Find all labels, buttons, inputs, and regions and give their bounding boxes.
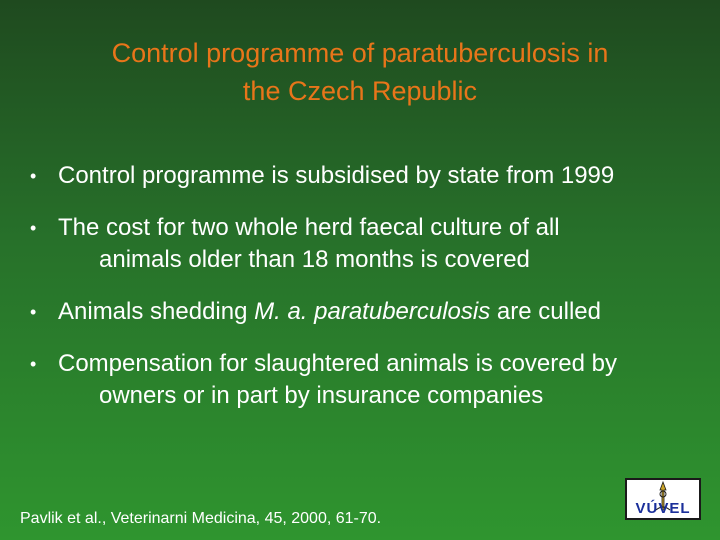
- slide-title-line-1: Control programme of paratuberculosis in: [111, 38, 609, 68]
- bullet-item-3: [30, 296, 715, 328]
- institute-logo: [625, 478, 701, 520]
- bullet-text-4-continuation: owners or in part by insurance companies: [99, 382, 544, 409]
- citation: Pavlik et al., Veterinarni Medicina, 45, 2000, 61-70.: [20, 510, 382, 527]
- slide-title: [0, 34, 720, 110]
- bullet-text-3-italic: M. a. paratuberculosis: [254, 298, 491, 325]
- bullet-text-3-suffix: are culled: [490, 298, 601, 325]
- slide-title-line-2: the Czech Republic: [242, 76, 478, 106]
- bullet-text-2: The cost for two whole herd faecal culture of all: [58, 214, 560, 241]
- bullet-dot-icon: •: [30, 166, 37, 186]
- bullet-item-1: [30, 160, 715, 192]
- bullet-dot-icon: •: [30, 354, 37, 374]
- bullet-item-2: [30, 212, 715, 276]
- bullet-text-2-continuation: animals older than 18 months is covered: [99, 246, 530, 273]
- bullet-text-1: Control programme is subsidised by state from 1999: [58, 162, 615, 189]
- bullet-dot-icon: •: [30, 302, 37, 322]
- bullet-text-3-prefix: Animals shedding: [58, 298, 255, 325]
- bullet-list: [30, 160, 715, 432]
- bullet-dot-icon: •: [30, 218, 37, 238]
- logo-text: VÚVEL: [635, 500, 691, 517]
- bullet-text-4: Compensation for slaughtered animals is covered by: [58, 350, 617, 377]
- bullet-item-4: [30, 348, 715, 412]
